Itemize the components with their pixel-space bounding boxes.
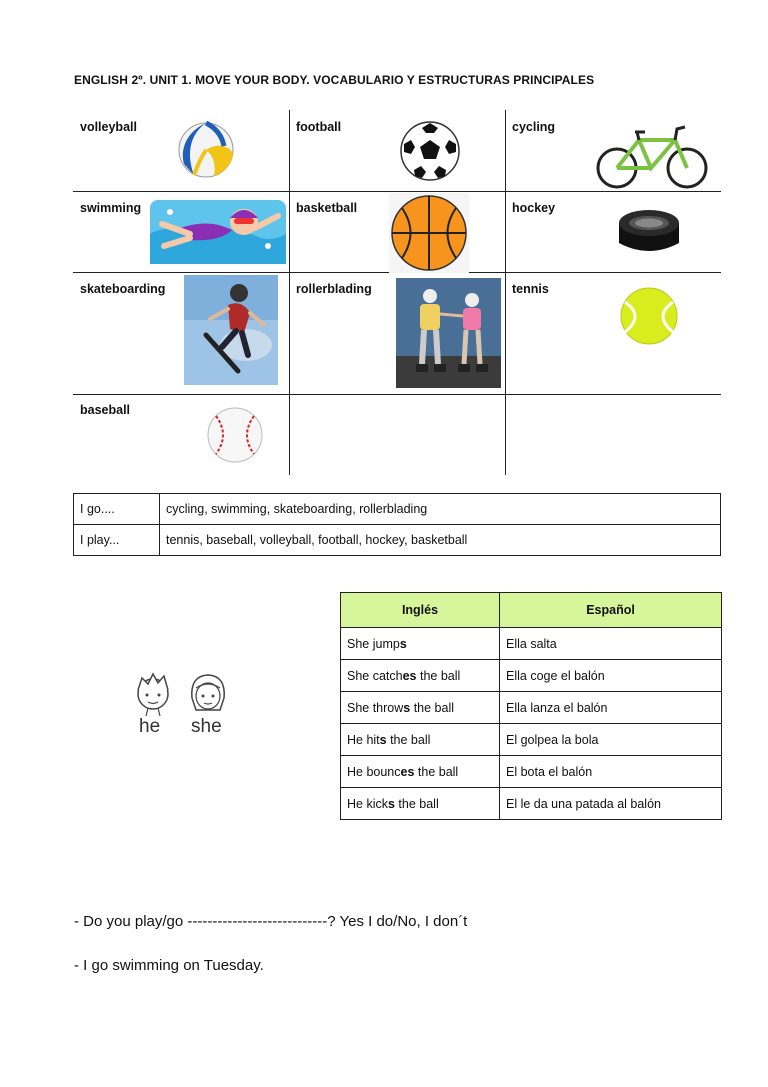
swimmer-icon — [150, 194, 286, 268]
phrase-part: the ball — [394, 796, 439, 811]
play-verb: I play... — [74, 525, 160, 556]
english-phrase — [341, 628, 500, 660]
page-title: ENGLISH 2º. UNIT 1. MOVE YOUR BODY. VOCABULARIO Y ESTRUCTURAS PRINCIPALES — [74, 73, 595, 87]
phrase-part: She throw — [347, 700, 404, 715]
english-phrase — [341, 756, 500, 788]
table-row — [74, 525, 721, 556]
verb-ending: es — [400, 764, 415, 779]
phrase-part: the ball — [410, 700, 455, 715]
skateboarder-icon — [184, 275, 278, 385]
phrase-part: the ball — [414, 764, 459, 779]
play-sports: tennis, baseball, volleyball, football, hockey, basketball — [160, 525, 721, 556]
phrase-part: He bounc — [347, 764, 401, 779]
vocab-label-volleyball: volleyball — [80, 120, 137, 134]
phrase-part: She catch — [347, 668, 403, 683]
vocab-label-skateboarding: skateboarding — [80, 282, 166, 296]
vocab-label-swimming: swimming — [80, 201, 142, 215]
go-sports: cycling, swimming, skateboarding, rollerblading — [160, 494, 721, 525]
vocab-label-tennis: tennis — [512, 282, 549, 296]
phrase-part: the ball — [386, 732, 431, 747]
hockey-puck-icon — [617, 207, 681, 259]
phrase-part: He kick — [347, 796, 388, 811]
girl-face-icon — [186, 670, 230, 716]
english-phrase — [341, 692, 500, 724]
table-row — [341, 692, 722, 724]
vocab-label-basketball: basketball — [296, 201, 358, 215]
he-label: he — [139, 716, 161, 737]
phrase-part: She jump — [347, 636, 400, 651]
vocab-label-hockey: hockey — [512, 201, 556, 215]
table-row — [341, 724, 722, 756]
she-label: she — [191, 716, 222, 737]
table-row — [341, 788, 722, 820]
spanish-phrase: Ella coge el balón — [500, 660, 722, 692]
table-row — [341, 756, 722, 788]
spanish-phrase: El bota el balón — [500, 756, 722, 788]
table-row — [341, 628, 722, 660]
volleyball-icon — [176, 120, 236, 180]
spanish-phrase: Ella salta — [500, 628, 722, 660]
vocab-label-football: football — [296, 120, 342, 134]
boy-face-icon — [132, 670, 174, 716]
phrase-part: the ball — [416, 668, 461, 683]
football-icon — [399, 120, 461, 182]
verb-ending: s — [399, 636, 407, 651]
vocabulary-grid — [73, 110, 721, 475]
vocab-label-rollerblading: rollerblading — [296, 282, 372, 296]
header-ingles: Inglés — [341, 593, 500, 628]
verb-ending: s — [403, 700, 411, 715]
question-sentence: - Do you play/go ----------------------------? Yes I do/No, I don´t — [74, 913, 468, 930]
vocab-label-baseball: baseball — [80, 403, 131, 417]
english-phrase — [341, 660, 500, 692]
basketball-icon — [389, 193, 469, 273]
bicycle-icon — [595, 124, 710, 190]
table-row — [341, 660, 722, 692]
english-phrase — [341, 788, 500, 820]
example-sentence: - I go swimming on Tuesday. — [74, 957, 264, 974]
spanish-phrase: El golpea la bola — [500, 724, 722, 756]
verb-ending: es — [402, 668, 417, 683]
header-espanol: Español — [500, 593, 722, 628]
phrase-part: He hit — [347, 732, 380, 747]
verb-ending: s — [387, 796, 395, 811]
verbs-table — [340, 592, 722, 820]
vocab-label-cycling: cycling — [512, 120, 556, 134]
spanish-phrase: Ella lanza el balón — [500, 692, 722, 724]
spanish-phrase: El le da una patada al balón — [500, 788, 722, 820]
english-phrase — [341, 724, 500, 756]
verb-ending: s — [379, 732, 387, 747]
rollerbladers-icon — [396, 278, 501, 388]
table-row — [74, 494, 721, 525]
baseball-icon — [206, 406, 264, 464]
tennis-ball-icon — [619, 286, 679, 346]
go-verb: I go.... — [74, 494, 160, 525]
table-header-row — [341, 593, 722, 628]
go-play-table — [73, 493, 721, 556]
